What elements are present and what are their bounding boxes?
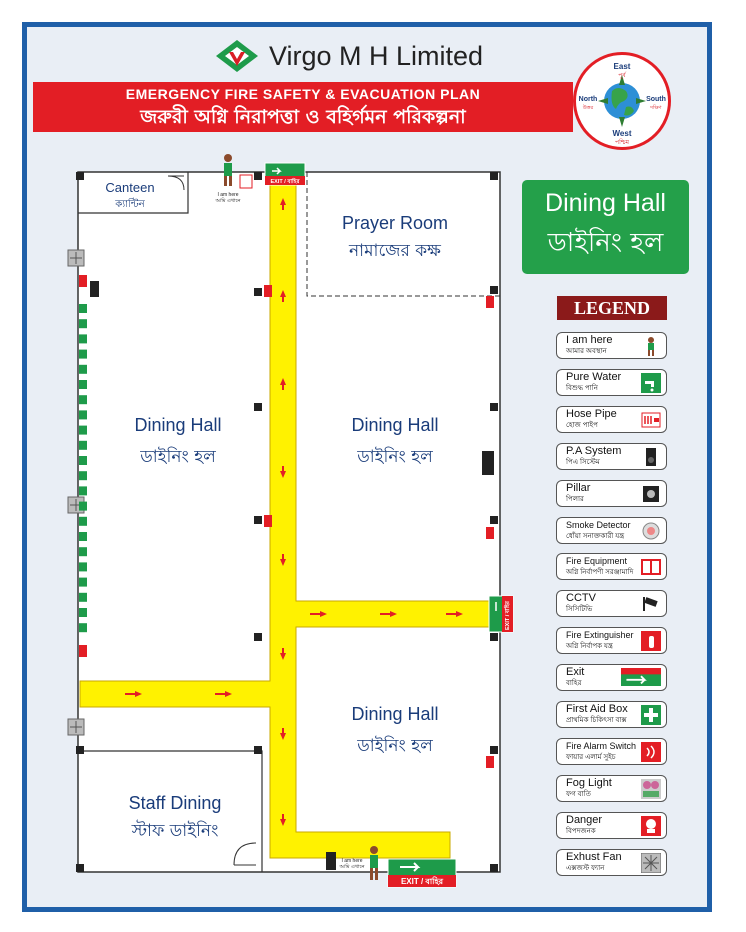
you-are-here-note: I am here আমি এখানে [215, 192, 241, 204]
plan-title-en: EMERGENCY FIRE SAFETY & EVACUATION PLAN [125, 86, 481, 102]
exit-marker-icon [79, 334, 87, 343]
legend-item [556, 664, 667, 691]
legend-item-label-bn: ধোঁয়া সনাক্তকারী যন্ত্র [566, 532, 625, 540]
legend-item-label-bn: বাহির [566, 680, 582, 688]
legend-item [556, 812, 667, 839]
fire-extinguisher-icon [641, 631, 661, 651]
legend-item [556, 443, 667, 470]
pillar-icon [254, 288, 262, 296]
svg-text:EXIT / বাহির: EXIT / বাহির [400, 877, 444, 886]
room-dining-right-bottom: Dining Hall ডাইনিং হল [351, 704, 439, 756]
you-are-here-note: I am here আমি এখানে [339, 858, 365, 870]
legend-item [556, 369, 667, 396]
legend-item [556, 775, 667, 802]
svg-text:North: North [578, 96, 598, 103]
room-staff-dining: Staff Dining স্টাফ ডাইনিং [128, 793, 222, 841]
legend-item-label: Fog Light [566, 776, 612, 789]
fire-extinguisher-icon [79, 645, 87, 657]
pillar-icon [254, 633, 262, 641]
speaker-icon [482, 451, 494, 475]
speaker-icon [90, 281, 99, 297]
exit-marker-icon [79, 319, 87, 328]
svg-text:East: East [613, 62, 631, 71]
cctv-icon [641, 594, 661, 614]
pillar-icon [490, 286, 498, 294]
exit-marker-icon [79, 365, 87, 374]
speaker-icon [326, 852, 336, 870]
exit-marker-icon [79, 456, 87, 465]
legend-item-label: Danger [566, 813, 603, 826]
legend-item [556, 553, 667, 580]
legend-item-label-bn: পিএ সিস্টেম [566, 458, 600, 466]
fire-extinguisher-icon [486, 527, 494, 539]
legend-title: LEGEND [557, 296, 667, 320]
hose-pipe-icon [641, 410, 661, 430]
legend-item-label: Smoke Detector [566, 519, 631, 530]
pillar-icon [76, 746, 84, 754]
exit-marker-icon [79, 623, 87, 632]
exhaust-fan-icon [68, 719, 84, 735]
water-tap-icon [641, 373, 661, 393]
exit-marker-icon [79, 426, 87, 435]
pillar-icon [76, 172, 84, 180]
pillar-icon [254, 172, 262, 180]
person-icon [370, 846, 378, 880]
legend-item [556, 332, 667, 359]
legend-item-label-bn: ফায়ার এলার্ম সুইচ [566, 753, 616, 761]
exit-marker-icon [79, 608, 87, 617]
exit-sign-icon [621, 668, 661, 688]
exit-marker-icon [79, 578, 87, 587]
legend-item [556, 406, 667, 433]
legend-item-label-bn: আমার অবস্থান [566, 348, 607, 355]
first-aid-icon [641, 705, 661, 725]
legend-item-label: Pure Water [566, 370, 622, 383]
svg-text:West: West [612, 129, 632, 138]
legend-item-label-bn: বিশুদ্ধ পানি [566, 384, 598, 392]
location-sign-bn: ডাইনিং হল [547, 228, 664, 258]
pillar-icon [254, 746, 262, 754]
exit-marker-icon [79, 471, 87, 480]
legend-item [556, 627, 667, 654]
legend-item [556, 480, 667, 507]
exit-marker-icon [79, 502, 87, 511]
fire-extinguisher-icon [264, 515, 272, 527]
room-dining-left: Dining Hall ডাইনিং হল [134, 415, 222, 467]
exit-marker-icon [79, 395, 87, 404]
speaker-icon [641, 447, 661, 467]
exit-marker-icon [79, 441, 87, 450]
exit-marker-icon [79, 410, 87, 419]
fire-extinguisher-icon [486, 296, 494, 308]
pillar-icon [254, 516, 262, 524]
legend-item-label: Exit [566, 666, 585, 679]
legend-item-label: Fire Equipment [566, 556, 628, 567]
legend-item-label-bn: ফগ বাতি [566, 790, 591, 798]
location-sign-en: Dining Hall [545, 189, 666, 217]
fire-extinguisher-icon [79, 275, 87, 287]
fog-light-icon [641, 779, 661, 799]
svg-text:EXIT / বাহির: EXIT / বাহির [505, 601, 511, 630]
pillar-icon [490, 403, 498, 411]
exhaust-fan-icon [68, 250, 84, 266]
exit-marker-icon [79, 562, 87, 571]
legend-item-label-bn: এক্সজস্ট ফ্যান [566, 864, 605, 872]
fire-alarm-icon [641, 742, 661, 762]
exhaust-fan-icon [641, 853, 661, 873]
fire-equipment-icon [641, 557, 661, 577]
legend-item-label-bn: পিলার [566, 495, 584, 503]
legend-item-label-bn: সিসিটিভি [566, 606, 593, 614]
pillar-icon [76, 864, 84, 872]
legend-item-label: Pillar [566, 481, 591, 494]
exit-marker-icon [79, 350, 87, 359]
legend-item-label: P.A System [566, 444, 622, 457]
exit-marker-icon [79, 380, 87, 389]
svg-text:পূর্ব: পূর্ব [618, 72, 626, 79]
exit-marker-icon [79, 517, 87, 526]
smoke-detector-icon [641, 521, 661, 541]
pillar-icon [254, 403, 262, 411]
plan-title-bn: জরুরী অগ্নি নিরাপত্তা ও বহির্গমন পরিকল্পনা [140, 106, 466, 128]
exit-marker-icon [79, 486, 87, 495]
svg-text:উত্তর: উত্তর [582, 105, 594, 111]
legend-item [556, 701, 667, 728]
pillar-icon [490, 516, 498, 524]
hose-pipe-icon [240, 175, 252, 188]
exit-marker-icon [79, 593, 87, 602]
svg-text:দক্ষিণ: দক্ষিণ [650, 105, 662, 111]
legend-item [556, 590, 667, 617]
legend-item-label: First Aid Box [566, 703, 628, 715]
legend-item-label-bn: অগ্নি নির্বাপক যন্ত্র [566, 643, 613, 651]
exit-marker-icon [79, 304, 87, 313]
pillar-icon [490, 172, 498, 180]
fire-extinguisher-icon [264, 285, 272, 297]
room-dining-right-top: Dining Hall ডাইনিং হল [351, 415, 439, 467]
legend-item [556, 849, 667, 876]
svg-text:EXIT / বাহির: EXIT / বাহির [270, 179, 300, 185]
room-prayer: Prayer Room নামাজের কক্ষ [341, 213, 449, 261]
legend-item-label: Fire Alarm Switch [566, 740, 637, 751]
exit-sign-right [489, 596, 513, 632]
company-name: Virgo M H Limited [269, 40, 484, 71]
legend-item-label-bn: অগ্নি নির্বাপণী সরঞ্জামাদি [566, 569, 634, 577]
fire-extinguisher-icon [486, 756, 494, 768]
pillar-icon [641, 484, 661, 504]
danger-icon [641, 816, 661, 836]
legend-item [556, 738, 667, 765]
legend-item-label: Fire Extinguisher [566, 630, 634, 641]
pillar-icon [490, 864, 498, 872]
exit-sign-top [265, 163, 305, 185]
legend-item-label: Exhust Fan [566, 850, 622, 863]
legend-item-label-bn: প্রাথমিক চিকিৎসা বাক্স [566, 717, 627, 724]
legend-item-label-bn: হোজ পাইপ [566, 421, 598, 429]
legend-item [556, 517, 667, 544]
pillar-icon [490, 633, 498, 641]
exit-marker-icon [79, 547, 87, 556]
exit-marker-icon [79, 532, 87, 541]
room-canteen: Canteen ক্যান্টিন [105, 180, 155, 210]
legend-item-label: Hose Pipe [566, 407, 617, 420]
person-icon [641, 336, 661, 356]
legend-item-label: CCTV [566, 592, 596, 605]
svg-text:South: South [646, 96, 666, 103]
legend-item-label: I am here [566, 334, 613, 346]
legend-item-label-bn: বিপদজনক [566, 827, 596, 835]
pillar-icon [490, 746, 498, 754]
exit-sign-bottom [388, 859, 456, 887]
svg-text:পশ্চিম: পশ্চিম [615, 139, 629, 146]
